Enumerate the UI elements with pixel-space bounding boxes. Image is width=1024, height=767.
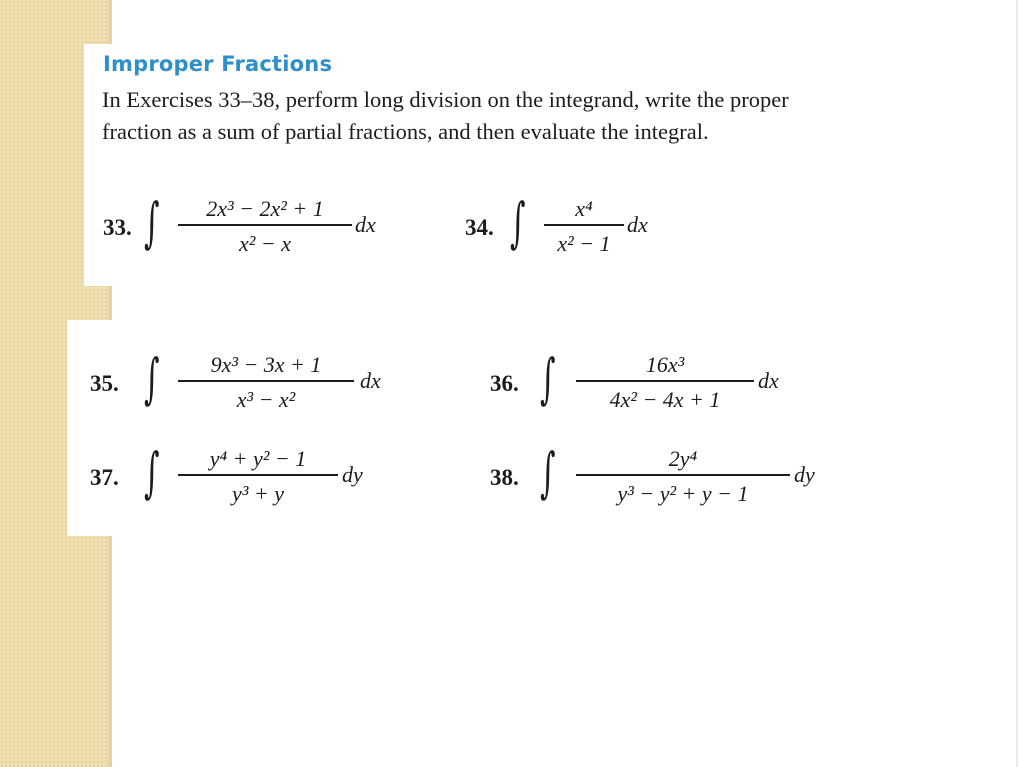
exercise-36 [488, 346, 808, 426]
right-edge-divider [1016, 0, 1018, 767]
exercise-number: 34. [465, 215, 494, 240]
exercise-number: 36. [490, 371, 519, 396]
differential: dx [627, 212, 648, 237]
differential: dx [360, 368, 381, 393]
numerator: 16x³ [645, 352, 685, 377]
numerator: 2x³ − 2x² + 1 [206, 196, 324, 221]
exercise-number: 37. [90, 465, 119, 490]
differential: dx [355, 212, 376, 237]
denominator: x³ − x² [236, 387, 296, 412]
fraction-bar [576, 380, 754, 382]
integral-sign: ∫ [540, 347, 556, 410]
exercise-number: 35. [90, 371, 119, 396]
differential: dy [342, 462, 363, 487]
numerator: 9x³ − 3x + 1 [210, 352, 322, 377]
numerator: 2y⁴ [668, 446, 698, 471]
exercise-number: 38. [490, 465, 519, 490]
differential: dy [794, 462, 815, 487]
fraction-bar [544, 224, 624, 226]
numerator: x⁴ [575, 196, 593, 221]
fraction-bar [178, 224, 352, 226]
integral-sign: ∫ [144, 347, 160, 410]
denominator: x² − 1 [557, 231, 611, 256]
numerator: y⁴ + y² − 1 [209, 446, 307, 471]
denominator: 4x² − 4x + 1 [609, 387, 721, 412]
exercise-38 [488, 440, 828, 520]
fraction-bar [178, 474, 338, 476]
integral-sign: ∫ [144, 441, 160, 504]
fraction-bar [178, 380, 354, 382]
instructions-paragraph: In Exercises 33–38, perform long division on the integrand, write the proper fraction as a sum of partial fractions, and then evaluate the integral. [102, 87, 789, 144]
exercise-33 [100, 190, 400, 270]
differential: dx [758, 368, 779, 393]
exercise-number: 33. [103, 215, 132, 240]
exercise-35 [86, 346, 406, 426]
exercise-37 [86, 440, 406, 520]
integral-sign: ∫ [540, 441, 556, 504]
fraction-bar [576, 474, 790, 476]
integral-sign: ∫ [510, 191, 526, 254]
denominator: y³ − y² + y − 1 [617, 481, 749, 506]
section-title: Improper Fractions [103, 52, 333, 76]
exercise-34 [462, 190, 682, 270]
integral-sign: ∫ [144, 191, 160, 254]
denominator: y³ + y [232, 481, 284, 506]
denominator: x² − x [239, 231, 291, 256]
